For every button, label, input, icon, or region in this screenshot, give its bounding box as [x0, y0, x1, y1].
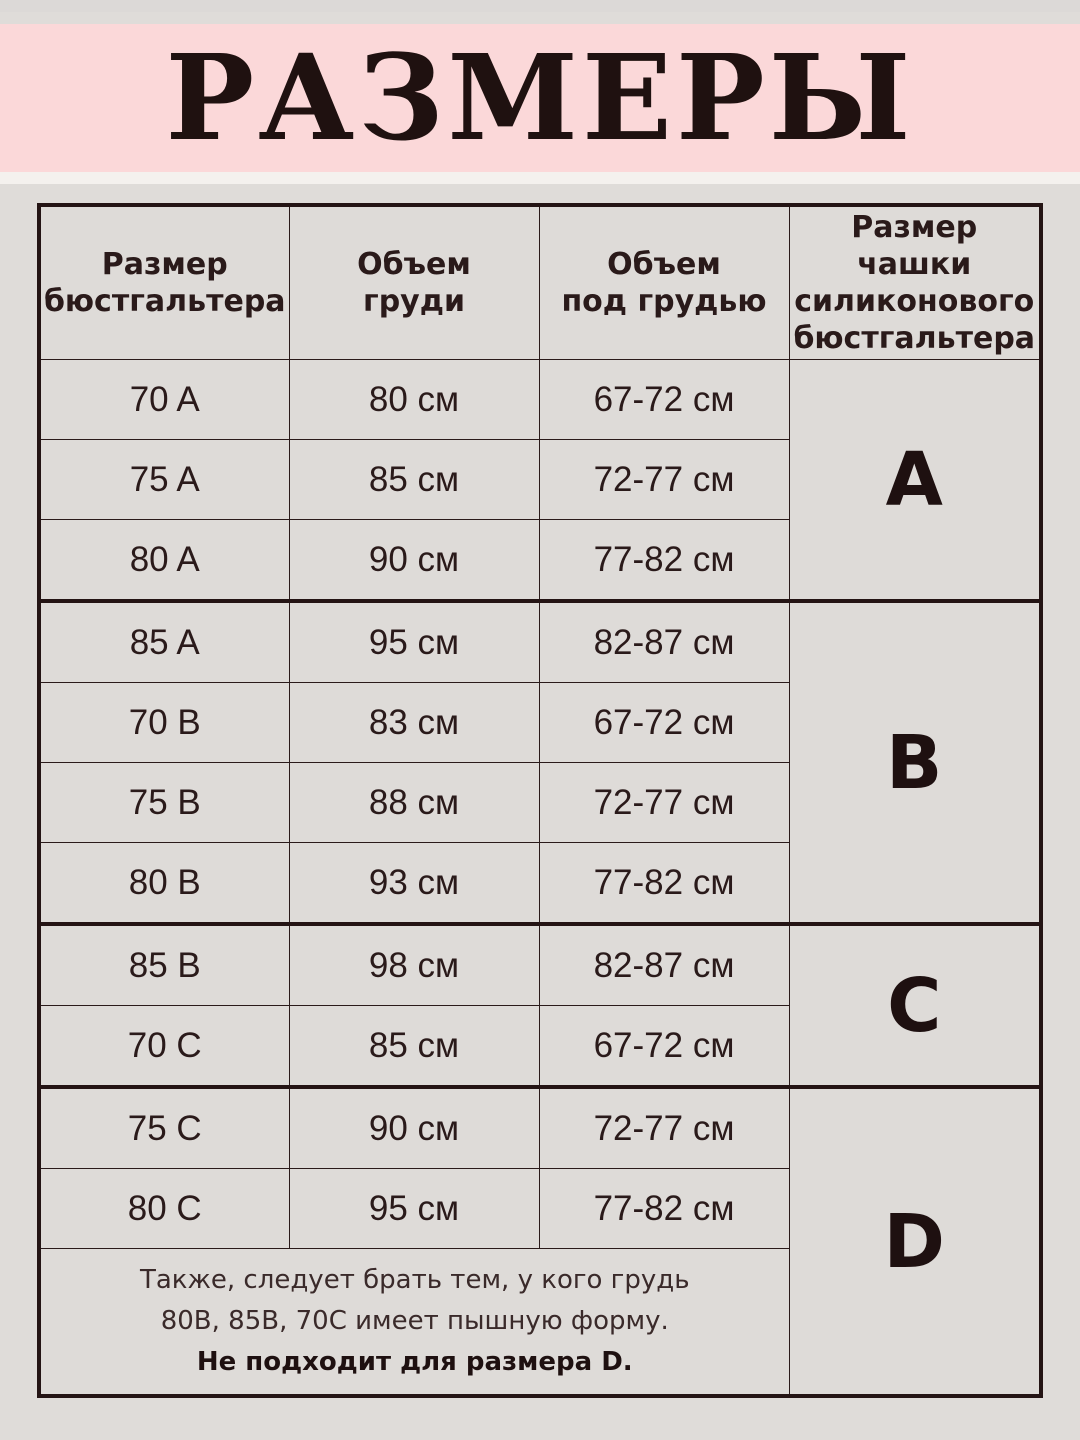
cup-cell-b: B [789, 601, 1041, 924]
header-bra-size: Размер бюстгальтера [39, 205, 289, 360]
size-cell: 85 A [39, 601, 289, 683]
bust-cell: 85 см [289, 1006, 539, 1088]
cup-cell-c: C [789, 924, 1041, 1087]
bust-cell: 85 см [289, 440, 539, 520]
bust-cell: 80 см [289, 360, 539, 440]
page-title: РАЗМЕРЫ [165, 28, 915, 167]
header-cup-size: Размер чашки силиконового бюстгальтера [789, 205, 1041, 360]
size-cell: 75 B [39, 763, 289, 843]
underbust-cell: 72-77 см [539, 1087, 789, 1169]
size-cell: 85 B [39, 924, 289, 1006]
underbust-cell: 67-72 см [539, 360, 789, 440]
size-table [37, 203, 1043, 1398]
table-row [39, 924, 1041, 1006]
underbust-cell: 82-87 см [539, 924, 789, 1006]
cup-cell-d: D [789, 1087, 1041, 1396]
size-cell: 70 A [39, 360, 289, 440]
underbust-cell: 82-87 см [539, 601, 789, 683]
underbust-cell: 72-77 см [539, 440, 789, 520]
header-bust: Объем груди [289, 205, 539, 360]
divider-band [0, 172, 1080, 184]
cup-cell-a: A [789, 360, 1041, 602]
size-cell: 80 B [39, 843, 289, 925]
note-line-3: Не подходит для размера D. [196, 1347, 633, 1377]
note-cell [39, 1249, 789, 1397]
bust-cell: 90 см [289, 1087, 539, 1169]
title-banner [0, 24, 1080, 172]
table-row [39, 1087, 1041, 1169]
bust-cell: 88 см [289, 763, 539, 843]
note-line-2: 80B, 85B, 70C имеет пышную форму. [160, 1306, 669, 1336]
size-cell: 75 C [39, 1087, 289, 1169]
size-cell: 80 C [39, 1169, 289, 1249]
bust-cell: 90 см [289, 520, 539, 602]
underbust-cell: 67-72 см [539, 683, 789, 763]
underbust-cell: 77-82 см [539, 520, 789, 602]
bust-cell: 93 см [289, 843, 539, 925]
underbust-cell: 77-82 см [539, 1169, 789, 1249]
note-line-1: Также, следует брать тем, у кого грудь [139, 1265, 690, 1295]
bust-cell: 95 см [289, 601, 539, 683]
bust-cell: 95 см [289, 1169, 539, 1249]
bust-cell: 83 см [289, 683, 539, 763]
table-row [39, 601, 1041, 683]
underbust-cell: 77-82 см [539, 843, 789, 925]
size-cell: 75 A [39, 440, 289, 520]
header-underbust: Объем под грудью [539, 205, 789, 360]
size-cell: 70 B [39, 683, 289, 763]
table-row [39, 360, 1041, 440]
size-cell: 70 C [39, 1006, 289, 1088]
top-strip [0, 0, 1080, 12]
bust-cell: 98 см [289, 924, 539, 1006]
underbust-cell: 67-72 см [539, 1006, 789, 1088]
header-row [39, 205, 1041, 360]
size-cell: 80 A [39, 520, 289, 602]
underbust-cell: 72-77 см [539, 763, 789, 843]
